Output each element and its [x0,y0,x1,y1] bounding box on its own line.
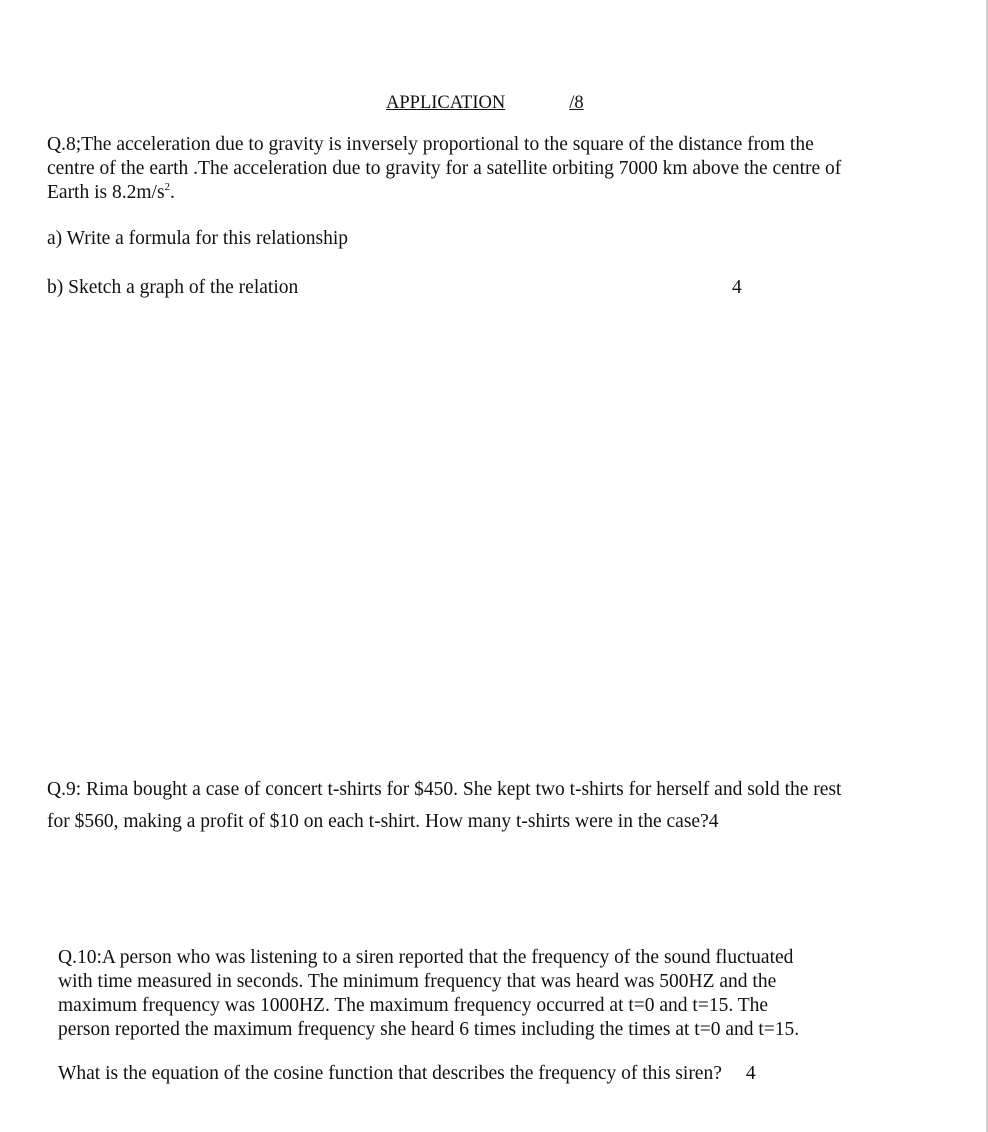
section-title: APPLICATION [386,93,506,113]
q9-line-1: Q.9: Rima bought a case of concert t-shirts for $450. She kept two t-shirts for herself and sold the rest [47,779,842,800]
q9-line-2: for $560, making a profit of $10 on each t-shirt. How many t-shirts were in the case?4 [47,811,719,832]
q8-line-1: Q.8;The acceleration due to gravity is inversely proportional to the square of the distance from the [47,134,814,155]
q8-line-3 [47,181,927,205]
question-8-text [47,133,927,205]
q10-question-text: What is the equation of the cosine function that describes the frequency of this siren? [58,1063,722,1084]
q8-line-3-text: Earth is 8.2m/s [47,182,165,203]
q10-line-3: maximum frequency was 1000HZ. The maximum frequency occurred at t=0 and t=15. The [58,995,769,1016]
q8-line-2: centre of the earth .The acceleration due to gravity for a satellite orbiting 7000 km above the centre of [47,158,842,179]
q10-marks: 4 [745,1063,756,1084]
q8-part-a: a) Write a formula for this relationship [47,228,349,249]
q10-line-2: with time measured in seconds. The minimum frequency that was heard was 500HZ and the [58,971,777,992]
q8-line-3-end: . [170,182,175,203]
question-9-text [47,774,841,838]
section-heading [386,92,584,114]
q8-part-b: b) Sketch a graph of the relation [47,277,299,298]
q8-part-b-marks: 4 [732,277,742,298]
section-marks: /8 [569,93,584,113]
q10-line-1: Q.10:A person who was listening to a siren reported that the frequency of the sound fluctuated [58,947,794,968]
q10-question [58,1063,756,1085]
q8-exponent: 2 [164,181,171,193]
question-10-text [58,946,799,1042]
q10-line-4: person reported the maximum frequency she heard 6 times including the times at t=0 and t=15. [58,1019,800,1040]
